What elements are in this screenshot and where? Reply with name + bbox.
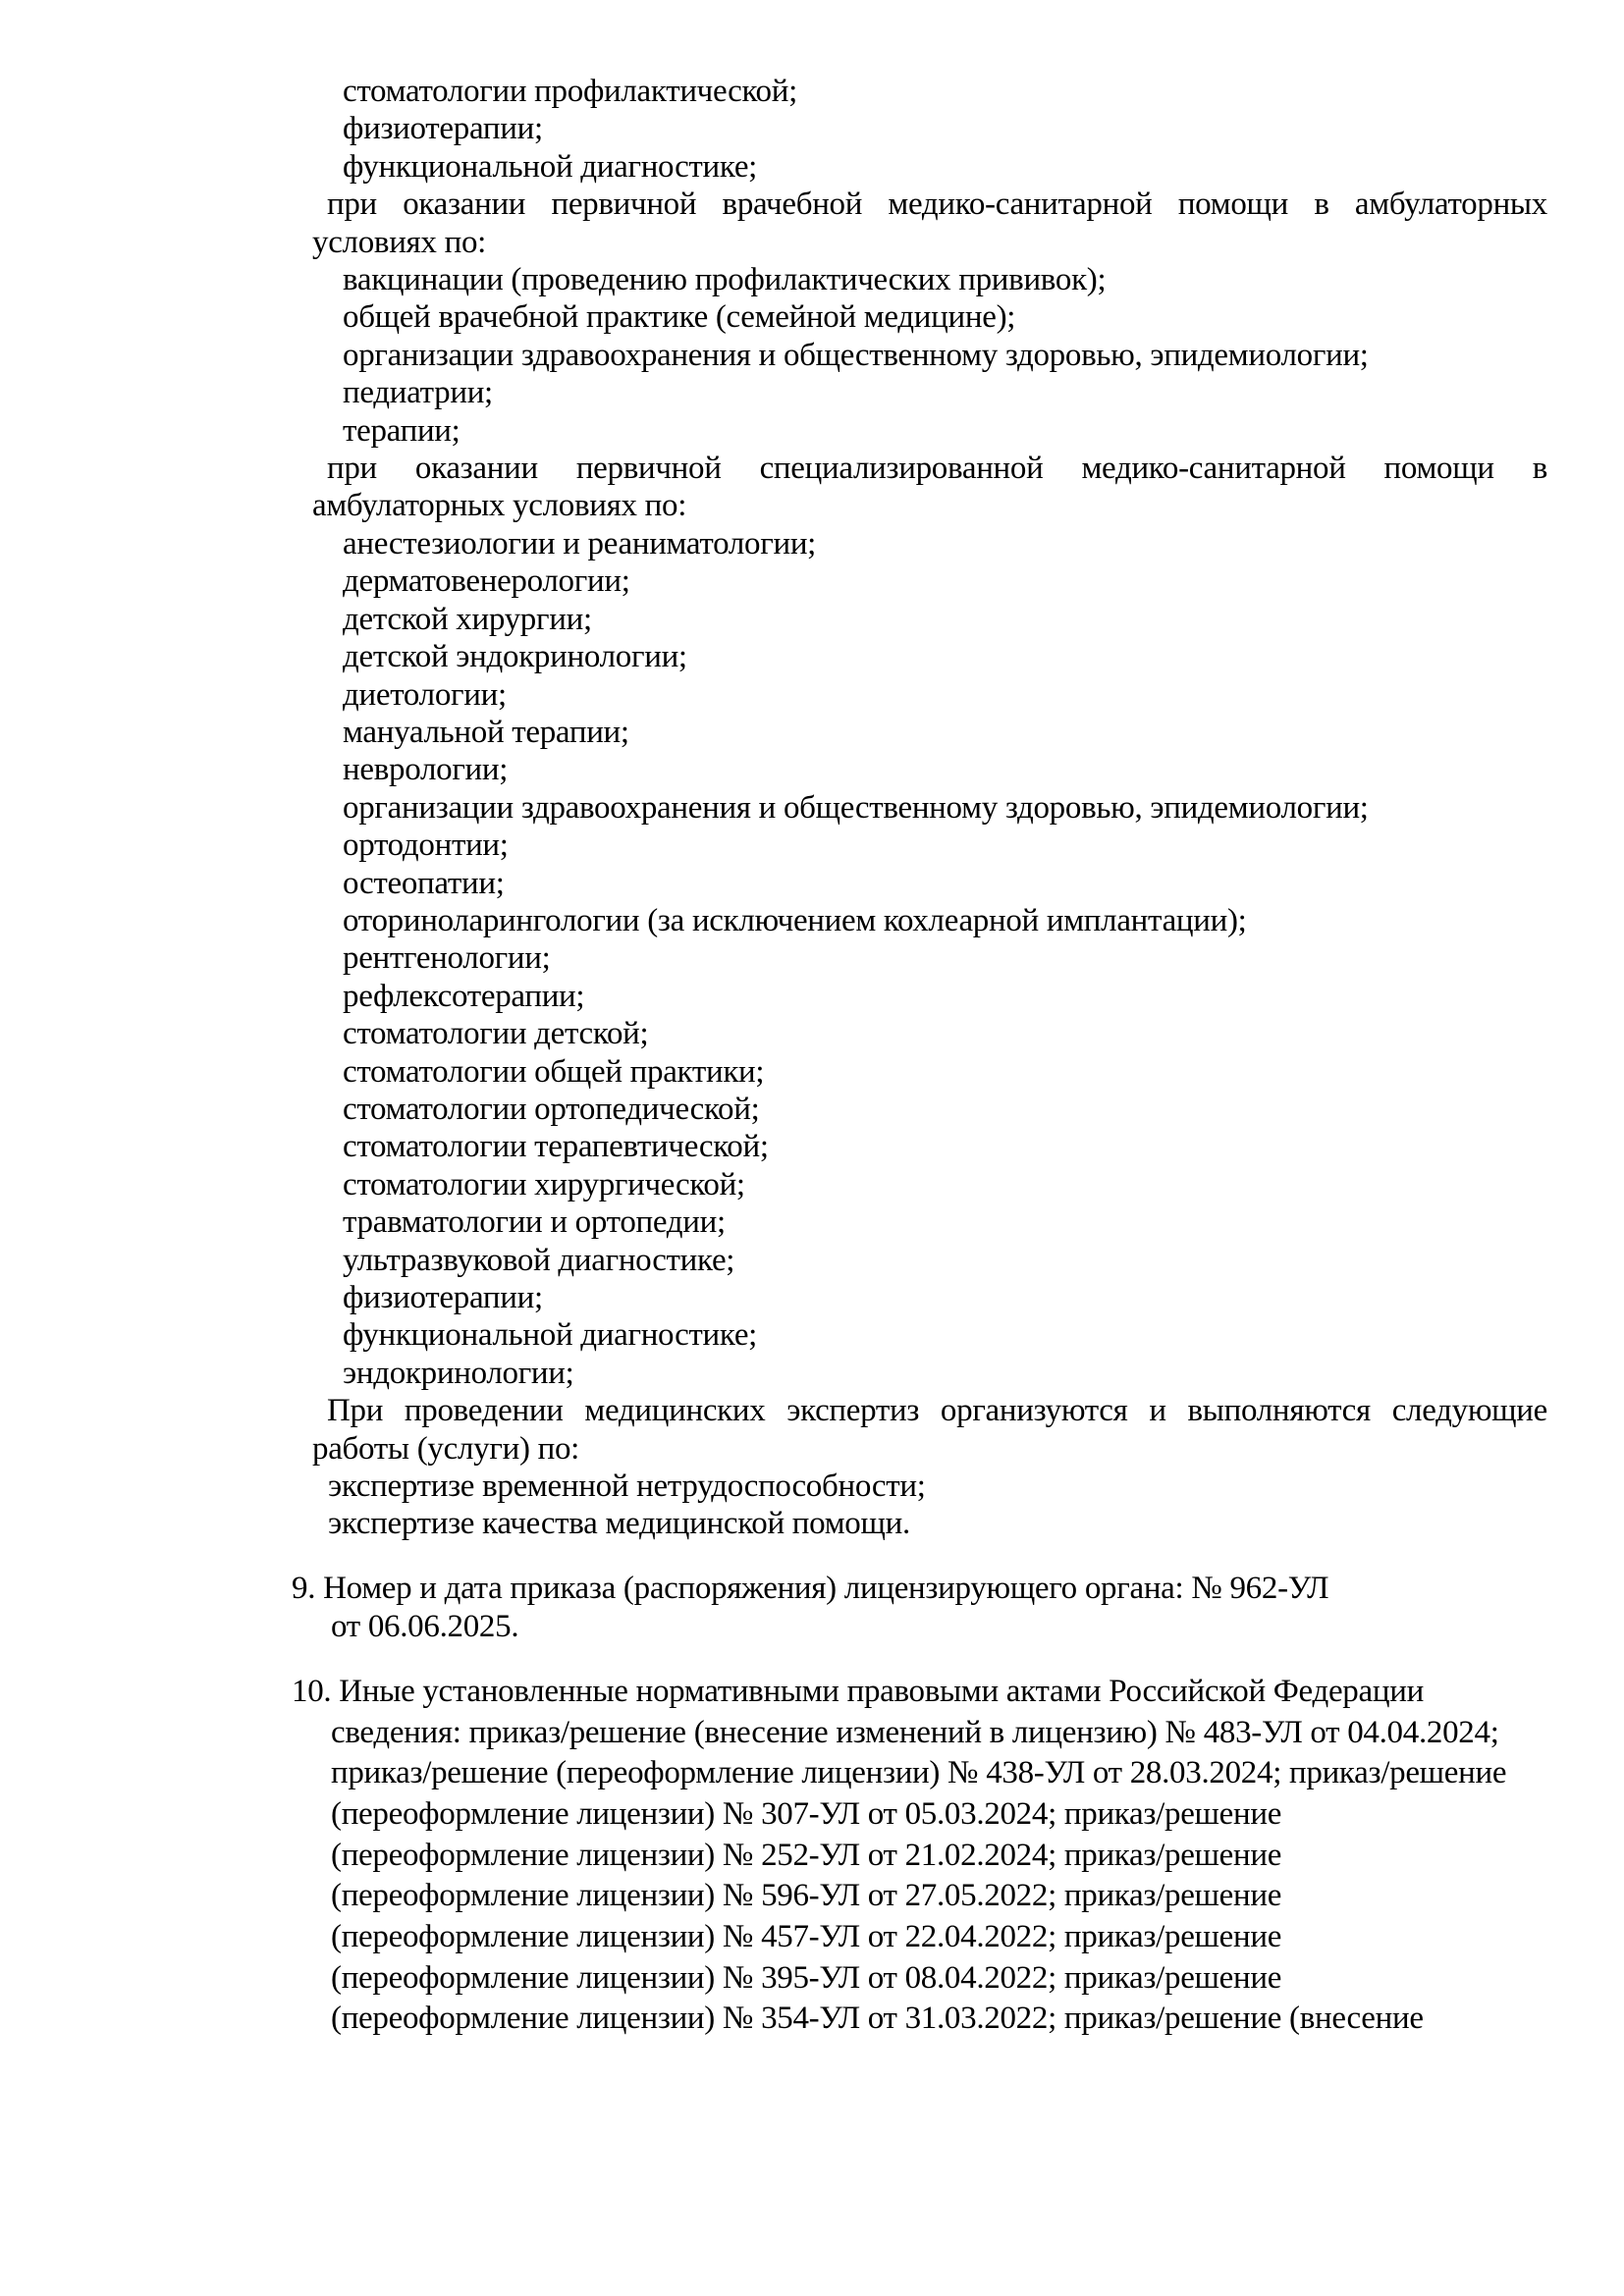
text-line: 10. Иные установленные нормативными правовыми актами Российской Федерации (292, 1673, 1424, 1709)
text-line: рентгенологии; (343, 940, 551, 977)
text-line: дерматовенерологии; (343, 563, 630, 600)
text-line: (переоформление лицензии) № 457-УЛ от 22.04.2022; приказ/решение (331, 1919, 1282, 1955)
text-line: общей врачебной практике (семейной медицине); (343, 299, 1016, 336)
text-line: стоматологии хирургической; (343, 1166, 745, 1202)
text-line: стоматологии детской; (343, 1016, 649, 1052)
text-line: остеопатии; (343, 865, 505, 901)
text-line: терапии; (343, 412, 460, 449)
text-line: (переоформление лицензии) № 252-УЛ от 21.02.2024; приказ/решение (331, 1837, 1282, 1873)
text-line: экспертизе качества медицинской помощи. (328, 1506, 910, 1542)
order-item-9 (292, 1570, 1547, 1646)
text-line: рефлексотерапии; (343, 978, 585, 1014)
text-line: стоматологии ортопедической; (343, 1091, 760, 1127)
text-line: ортодонтии; (343, 828, 509, 864)
text-line: функциональной диагностике; (343, 1317, 758, 1354)
text-line: оториноларингологии (за исключением кохлеарной имплантации); (343, 902, 1247, 938)
text-line: неврологии; (343, 752, 509, 788)
text-line: анестезиологии и реаниматологии; (343, 525, 817, 561)
text-line: при оказании первичной специализированной медико-санитарной помощи в (327, 451, 1547, 487)
text-line: детской эндокринологии; (343, 639, 687, 675)
text-line: (переоформление лицензии) № 395-УЛ от 08.04.2022; приказ/решение (331, 1959, 1282, 1996)
text-line: мануальной терапии; (343, 714, 629, 750)
text-line: (переоформление лицензии) № 354-УЛ от 31.03.2022; приказ/решение (внесение (331, 2001, 1424, 2037)
text-line: ультразвуковой диагностике; (343, 1242, 735, 1278)
text-line: стоматологии общей практики; (343, 1053, 765, 1090)
text-line: детской хирургии; (343, 601, 592, 637)
text-line: работы (услуги) по: (312, 1430, 580, 1467)
text-line: организации здравоохранения и общественному здоровью, эпидемиологии; (343, 789, 1369, 826)
text-line: (переоформление лицензии) № 307-УЛ от 05.03.2024; приказ/решение (331, 1795, 1282, 1832)
text-line: сведения: приказ/решение (внесение изменений в лицензию) № 483-УЛ от 04.04.2024; (331, 1714, 1499, 1750)
services-list-section (292, 73, 1547, 1543)
text-line: организации здравоохранения и общественному здоровью, эпидемиологии; (343, 337, 1369, 373)
text-line: экспертизе временной нетрудоспособности; (328, 1468, 926, 1505)
text-line: эндокринологии; (343, 1355, 574, 1391)
text-line: 9. Номер и дата приказа (распоряжения) лицензирующего органа: № 962-УЛ (292, 1570, 1329, 1606)
text-line: физиотерапии; (343, 1280, 543, 1315)
text-line: физиотерапии; (343, 111, 543, 147)
text-line: травматологии и ортопедии; (343, 1204, 726, 1241)
text-line: при оказании первичной врачебной медико-санитарной помощи в амбулаторных (327, 187, 1547, 223)
text-line: стоматологии терапевтической; (343, 1129, 769, 1165)
text-line: стоматологии профилактической; (343, 74, 797, 109)
text-line: амбулаторных условиях по: (312, 488, 687, 524)
order-item-10 (292, 1672, 1547, 2040)
document-body (292, 73, 1547, 2040)
text-line: условиях по: (312, 224, 487, 260)
text-line: (переоформление лицензии) № 596-УЛ от 27.05.2022; приказ/решение (331, 1878, 1282, 1914)
text-line: вакцинации (проведению профилактических прививок); (343, 262, 1107, 298)
text-line: При проведении медицинских экспертиз организуются и выполняются следующие (327, 1393, 1547, 1429)
text-line: педиатрии; (343, 375, 493, 411)
text-line: диетологии; (343, 676, 507, 713)
text-line: приказ/решение (переоформление лицензии) № 438-УЛ от 28.03.2024; приказ/решение (331, 1755, 1507, 1791)
text-line: от 06.06.2025. (331, 1608, 519, 1644)
text-line: функциональной диагностике; (343, 148, 758, 185)
